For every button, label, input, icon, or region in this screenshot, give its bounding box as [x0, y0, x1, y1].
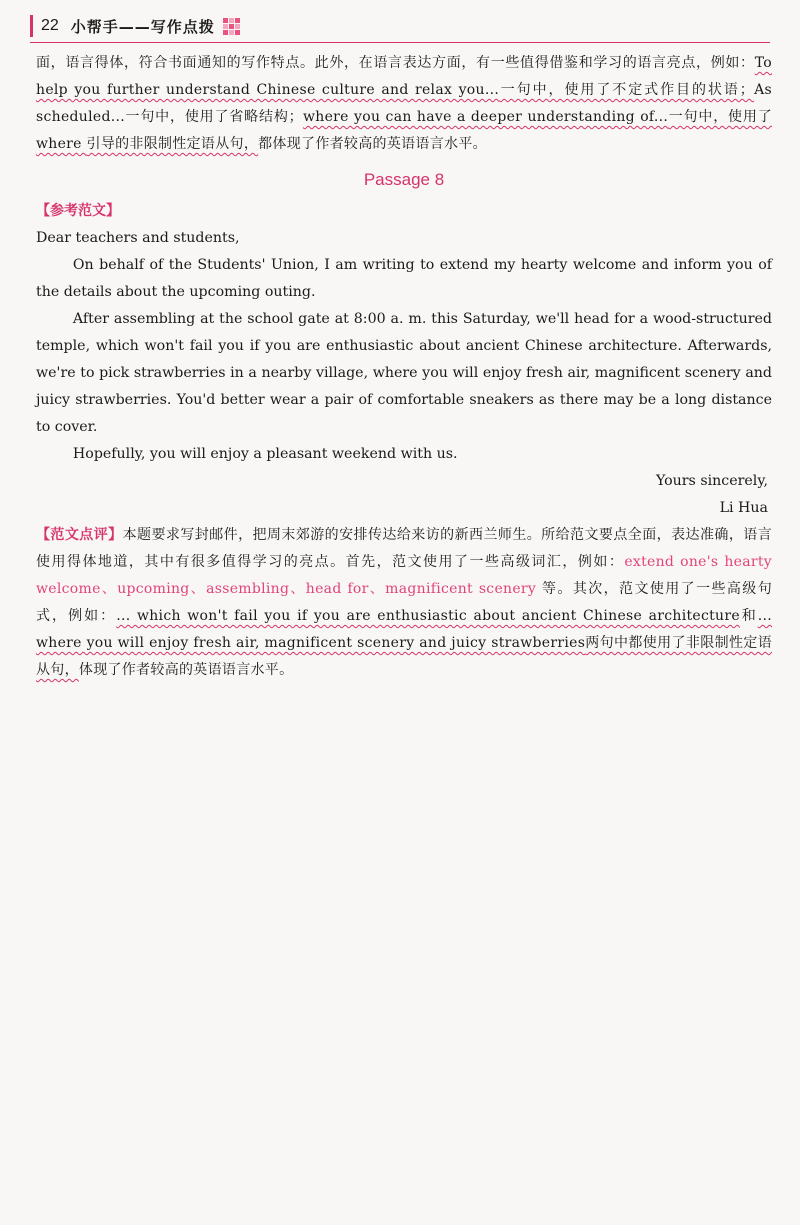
intro-text-1: 面，语言得体，符合书面通知的写作特点。此外，在语言表达方面，有一些值得借鉴和学习的语言亮点，例如： — [36, 55, 755, 71]
model-essay-label: 【参考范文】 — [36, 203, 120, 219]
mosaic-square — [235, 24, 240, 29]
review-highlight-1 — [116, 608, 740, 624]
review-paragraph — [36, 522, 772, 684]
closing: Yours sincerely, — [655, 473, 768, 489]
intro-text-9: 引导的非限制性定语从句， — [86, 136, 259, 152]
intro-english-1: To help you further understand Chinese culture and relax you... — [36, 55, 772, 98]
signature: Li Hua — [719, 500, 768, 516]
mosaic-square — [229, 24, 234, 29]
intro-english-3: where you can have a deeper understanding of... — [302, 109, 669, 125]
review-text-8: 体现了作者较高的英语语言水平。 — [78, 662, 294, 678]
salutation: Dear teachers and students, — [36, 230, 240, 246]
intro-text-10: 都体现了作者较高的英语语言水平。 — [258, 136, 487, 152]
intro-english-4: where — [36, 136, 87, 152]
review-text-5: 和 — [739, 608, 758, 624]
header-title: 小帮手——写作点拨 — [70, 17, 215, 36]
mosaic-square — [223, 24, 228, 29]
intro-english-2: As scheduled... — [36, 82, 772, 125]
page-header — [30, 14, 240, 38]
page-content — [36, 50, 772, 684]
mosaic-square — [223, 30, 228, 35]
review-vocab-highlight: extend one's hearty welcome、upcoming、assembling、head for、magnificent scenery — [36, 554, 773, 597]
intro-paragraph — [36, 50, 772, 158]
intro-text-5: 一句中，使用了省略结构； — [124, 109, 303, 125]
header-mosaic-icon — [223, 18, 240, 35]
model-label-line — [36, 198, 772, 225]
mosaic-square — [229, 18, 234, 23]
body-paragraph-1: On behalf of the Students' Union, I am writing to extend my hearty welcome and inform you of the details about the upcoming outing. — [36, 257, 772, 300]
review-label: 【范文点评】 — [36, 527, 123, 543]
mosaic-square — [235, 30, 240, 35]
body-paragraph-2: After assembling at the school gate at 8:00 a. m. this Saturday, we'll head for a wood-structured temple, which won't fail you if you are enthusiastic about ancient Chinese architecture. Afterwards, we're to pick strawberries in a nearby village, where you will enjoy fresh air, magnificent scenery and juicy strawberries. You'd better wear a pair of comfortable sneakers as there may be a long distance to cover. — [36, 311, 772, 435]
review-text-3: 等。其次，范文使用了一些高级句式，例如： — [36, 581, 773, 624]
review-english-1: ... which won't fail you if you are enthusiastic about ancient Chinese architecture — [116, 608, 740, 624]
intro-text-7: 一句中，使用了 — [668, 109, 772, 125]
review-text-1: 本题要求写封邮件，把周末郊游的安排传达给来访的新西兰师生。所给范文要点全面，表达准确，语言使用得体地道，其中有很多值得学习的亮点。首先，范文使用了一些高级词汇，例如： — [36, 527, 772, 570]
page-number: 22 — [41, 17, 59, 34]
mosaic-square — [229, 30, 234, 35]
intro-text-3: 一句中，使用了不定式作目的状语； — [499, 82, 755, 98]
body-paragraph-3: Hopefully, you will enjoy a pleasant weekend with us. — [72, 446, 458, 462]
review-english-2: ... where you will enjoy fresh air, magnificent scenery and juicy strawberries — [36, 608, 772, 651]
passage-title: Passage 8 — [363, 170, 445, 189]
header-rule — [30, 42, 770, 43]
header-accent-bar — [30, 15, 33, 37]
review-text-7: 两句中都使用了非限制性定语从句， — [36, 635, 772, 678]
mosaic-square — [235, 18, 240, 23]
mosaic-square — [223, 18, 228, 23]
